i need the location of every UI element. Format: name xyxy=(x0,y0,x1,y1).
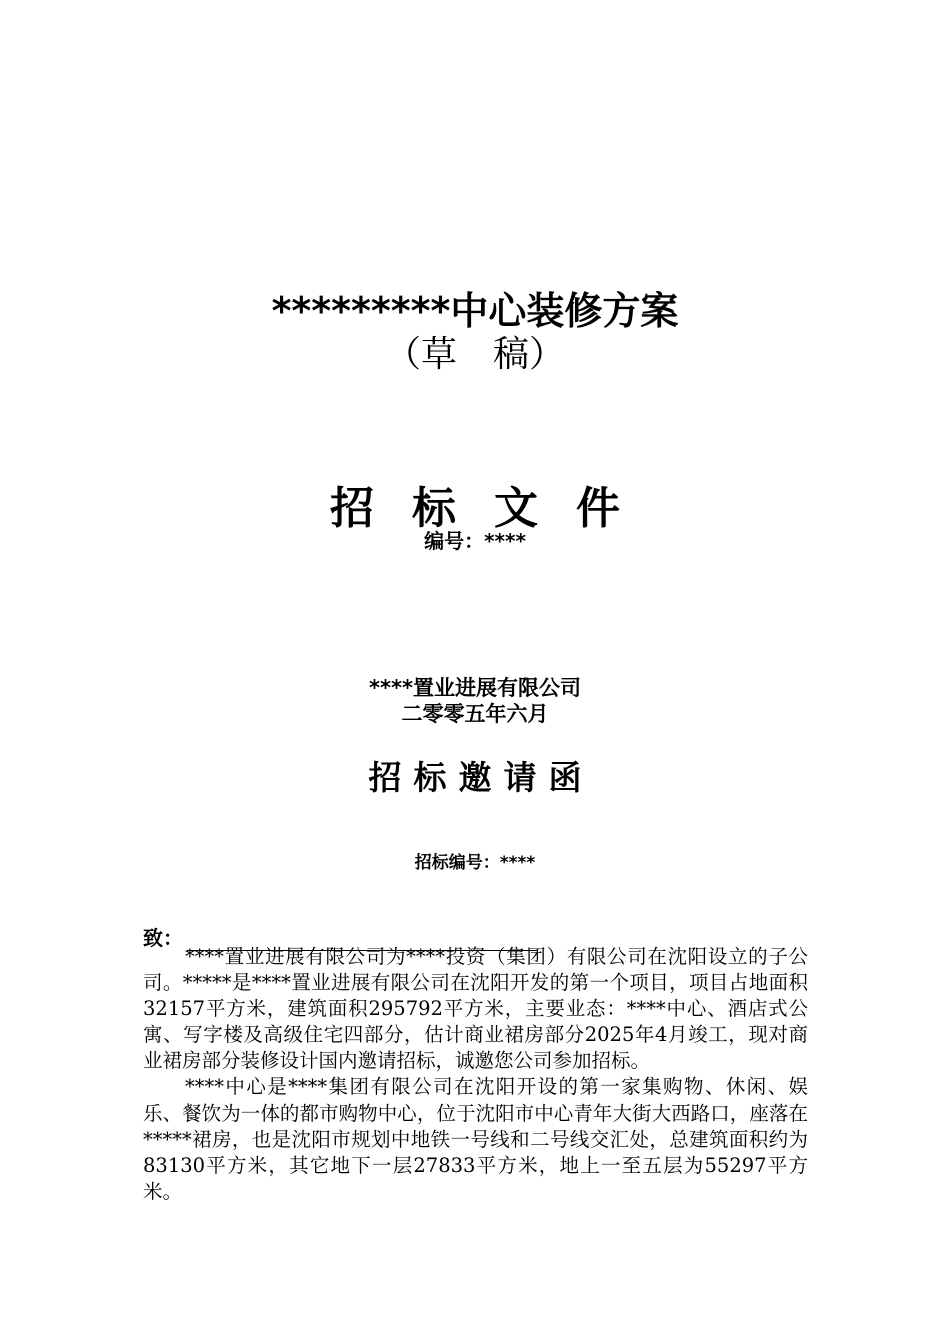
heading-char: 招 xyxy=(368,758,402,797)
document-number: 编号：**** xyxy=(424,529,526,553)
heading-char: 标 xyxy=(413,758,447,797)
document-title: *********中心装修方案 xyxy=(271,289,679,333)
invitation-body xyxy=(143,944,808,1205)
heading-char: 标 xyxy=(412,483,456,534)
heading-char: 招 xyxy=(330,483,374,534)
company-name: ****置业进展有限公司 xyxy=(369,676,581,700)
body-paragraph: ****中心是****集团有限公司在沈阳开设的第一家集购物、休闲、娱乐、餐饮为一体的都市购物中心，位于沈阳市中心青年大街大西路口，座落在*****裙房，也是沈阳市规划中地铁一号线和二号线交汇处，总建筑面积约为83130平方米，其它地下一层27833平方米，地上一至五层为55297平方米。 xyxy=(143,1075,808,1203)
invitation-number: 招标编号：**** xyxy=(414,853,536,873)
heading-char: 函 xyxy=(548,758,582,797)
invitation-heading xyxy=(0,752,950,799)
heading-char: 请 xyxy=(503,758,537,797)
recipient-label: 致： xyxy=(143,926,183,950)
body-paragraph: ****置业进展有限公司为****投资（集团）有限公司在沈阳设立的子公司。*****是****置业进展有限公司在沈阳开发的第一个项目，项目占地面积32157平方米，建筑面积295792平方米，主要业态：****中心、酒店式公寓、写字楼及高级住宅四部分，估计商业裙房部分2025年4月竣工，现对商业裙房部分装修设计国内邀请招标，诚邀您公司参加招标。 xyxy=(143,945,808,1073)
document-date: 二零零五年六月 xyxy=(401,702,549,726)
document-subtitle: （草 稿） xyxy=(384,334,565,375)
heading-char: 文 xyxy=(494,483,538,534)
heading-char: 邀 xyxy=(458,758,492,797)
heading-char: 件 xyxy=(576,483,620,534)
